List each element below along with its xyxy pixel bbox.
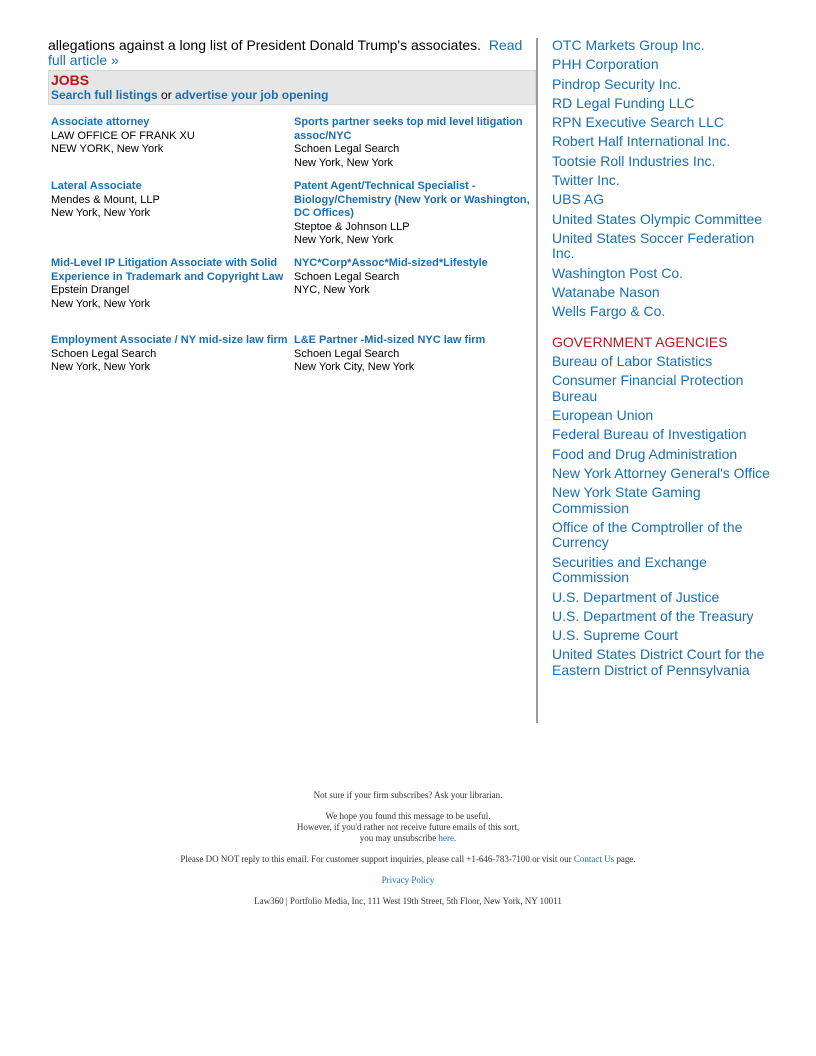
- agency-item: [552, 590, 772, 606]
- company-item: [552, 77, 772, 93]
- job-company: Epstein Drangel: [51, 284, 130, 296]
- agency-list: [552, 354, 772, 679]
- useful-line-3: you may unsubscribe: [359, 833, 437, 843]
- agency-item: [552, 628, 772, 644]
- contact-us-link[interactable]: Contact Us: [573, 854, 615, 864]
- company-item: [552, 304, 772, 320]
- advertise-job-link[interactable]: advertise your job opening: [175, 88, 329, 102]
- agency-item: [552, 354, 772, 370]
- job-company: Steptoe & Johnson LLP: [294, 220, 410, 233]
- company-item: [552, 285, 772, 301]
- agency-item: [552, 427, 772, 443]
- job-listing: [51, 116, 291, 157]
- company-link[interactable]: PHH Corporation: [552, 56, 659, 73]
- privacy-row: [0, 875, 816, 886]
- job-listing: [294, 180, 534, 248]
- agency-item: [552, 520, 772, 551]
- useful-line-2: However, if you'd rather not receive future emails of this sort,: [296, 822, 520, 832]
- job-listing: [51, 334, 291, 375]
- sidebar: [552, 38, 772, 682]
- job-title-link[interactable]: Mid-Level IP Litigation Associate with Solid Experience in Trademark and Copyright Law: [51, 257, 284, 283]
- company-item: [552, 57, 772, 73]
- jobs-header-box: [48, 70, 536, 105]
- job-listing: [51, 180, 291, 221]
- email-footer: [0, 790, 816, 917]
- job-company: Mendes & Mount, LLP: [51, 193, 160, 206]
- company-link[interactable]: Twitter Inc.: [552, 172, 620, 189]
- article-intro-text: allegations against a long list of President Donald Trump's associates.: [48, 37, 482, 53]
- agency-link[interactable]: New York Attorney General's Office: [552, 464, 770, 481]
- company-address: Law360 | Portfolio Media, Inc, 111 West 19th Street, 5th Floor, New York, NY 10011: [254, 896, 562, 906]
- job-company: Schoen Legal Search: [51, 347, 157, 360]
- librarian-note: Not sure if your firm subscribes? Ask your librarian.: [313, 790, 503, 800]
- job-listing: [294, 257, 534, 298]
- job-title-link[interactable]: L&E Partner -Mid-sized NYC law firm: [294, 334, 486, 346]
- job-title-link[interactable]: Patent Agent/Technical Specialist - Biology/Chemistry (New York or Washington, DC Offices): [294, 180, 530, 219]
- job-location: New York, New York: [294, 156, 394, 169]
- job-location: NYC, New York: [294, 284, 370, 296]
- job-location: NEW YORK, New York: [51, 143, 164, 155]
- job-listing: [294, 334, 534, 375]
- company-link[interactable]: RD Legal Funding LLC: [552, 94, 695, 111]
- agency-link[interactable]: New York State Gaming Commission: [552, 484, 701, 516]
- job-location: New York, New York: [51, 207, 151, 219]
- company-link[interactable]: Pindrop Security Inc.: [552, 75, 682, 92]
- agency-link[interactable]: U.S. Supreme Court: [552, 627, 679, 644]
- company-item: [552, 212, 772, 228]
- company-link[interactable]: RPN Executive Search LLC: [552, 114, 724, 131]
- job-listing: [294, 116, 534, 170]
- agency-link[interactable]: United States District Court for the Eastern District of Pennsylvania: [552, 646, 765, 678]
- company-item: [552, 38, 772, 54]
- company-item: [552, 192, 772, 208]
- company-list: [552, 38, 772, 320]
- job-title-link[interactable]: Sports partner seeks top mid level litigation assoc/NYC: [294, 116, 523, 142]
- article-intro: [48, 38, 536, 68]
- company-item: [552, 115, 772, 131]
- job-company: Schoen Legal Search: [294, 143, 400, 155]
- useful-line-1: We hope you found this message to be useful.: [325, 811, 491, 821]
- job-location: New York, New York: [51, 361, 151, 373]
- read-full-article-link[interactable]: Read full article »: [48, 37, 523, 68]
- agency-item: [552, 609, 772, 625]
- unsubscribe-link[interactable]: here.: [438, 833, 457, 843]
- company-link[interactable]: Wells Fargo & Co.: [552, 303, 666, 320]
- agency-item: [552, 373, 772, 404]
- company-link[interactable]: United States Olympic Committee: [552, 210, 763, 227]
- company-link[interactable]: Watanabe Nason: [552, 284, 660, 301]
- agency-link[interactable]: Securities and Exchange Commission: [552, 553, 707, 586]
- agency-link[interactable]: Office of the Comptroller of the Currency: [552, 518, 743, 551]
- agency-item: [552, 466, 772, 482]
- agency-link[interactable]: Consumer Financial Protection Bureau: [552, 372, 744, 404]
- jobs-or-text: or: [157, 88, 176, 102]
- company-item: [552, 154, 772, 170]
- support-note: [0, 854, 816, 865]
- job-title-link[interactable]: Employment Associate / NY mid-size law firm: [51, 334, 288, 346]
- job-title-link[interactable]: Lateral Associate: [51, 180, 142, 192]
- jobs-heading: JOBS: [51, 72, 90, 88]
- company-item: [552, 231, 772, 262]
- job-company: LAW OFFICE OF FRANK XU: [51, 129, 195, 142]
- company-link[interactable]: OTC Markets Group Inc.: [552, 37, 705, 53]
- agency-item: [552, 555, 772, 586]
- agency-link[interactable]: Bureau of Labor Statistics: [552, 352, 713, 369]
- agency-link[interactable]: European Union: [552, 406, 654, 423]
- company-item: [552, 96, 772, 112]
- unsubscribe-note: [0, 811, 816, 844]
- agency-link[interactable]: Food and Drug Administration: [552, 445, 738, 462]
- agency-item: [552, 447, 772, 463]
- support-suffix: page.: [616, 854, 636, 864]
- agency-link[interactable]: Federal Bureau of Investigation: [552, 426, 747, 443]
- job-location: New York, New York: [294, 234, 394, 246]
- company-item: [552, 266, 772, 282]
- agency-item: [552, 647, 772, 678]
- agency-item: [552, 485, 772, 516]
- job-title-link[interactable]: NYC*Corp*Assoc*Mid-sized*Lifestyle: [294, 257, 488, 269]
- privacy-policy-link[interactable]: Privacy Policy: [381, 875, 435, 885]
- job-company: Schoen Legal Search: [294, 270, 400, 283]
- support-text: Please DO NOT reply to this email. For customer support inquiries, please call +1-646-783-7100 or visit our: [180, 854, 572, 864]
- job-location: New York City, New York: [294, 361, 415, 373]
- agency-link[interactable]: U.S. Department of the Treasury: [552, 607, 754, 624]
- company-link[interactable]: Robert Half International Inc.: [552, 133, 731, 150]
- agency-item: [552, 408, 772, 424]
- company-item: [552, 134, 772, 150]
- search-full-listings-link[interactable]: Search full listings: [51, 88, 158, 102]
- company-link[interactable]: United States Soccer Federation Inc.: [552, 229, 755, 262]
- job-listing: [51, 257, 291, 311]
- job-company: Schoen Legal Search: [294, 347, 400, 360]
- main-column: [48, 37, 536, 373]
- agency-link[interactable]: U.S. Department of Justice: [552, 588, 720, 605]
- job-title-link[interactable]: Associate attorney: [51, 116, 150, 128]
- job-location: New York, New York: [51, 297, 151, 310]
- company-link[interactable]: Tootsie Roll Industries Inc.: [552, 152, 716, 169]
- jobs-links: [51, 88, 533, 103]
- company-link[interactable]: Washington Post Co.: [552, 264, 683, 281]
- column-divider: [536, 38, 538, 723]
- government-agencies-heading: GOVERNMENT AGENCIES: [552, 333, 728, 350]
- company-item: [552, 173, 772, 189]
- company-link[interactable]: UBS AG: [552, 191, 605, 208]
